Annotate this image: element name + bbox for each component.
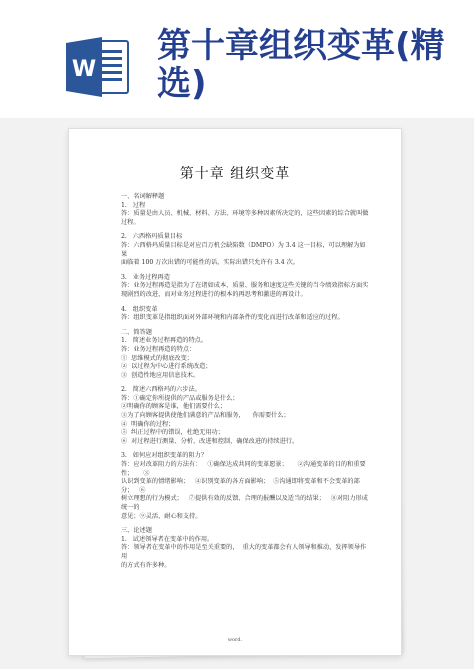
- document-line: ③ 创造性地应用信息技术。: [121, 371, 200, 379]
- document-line: 答：①确定你所提供的产品或服务是什么；: [121, 394, 239, 402]
- document-line: 过程。: [121, 218, 140, 226]
- document-line: 答：领导者在变革中的作用是至关重要的， 重大的变革都会有人领导和推动，发挥领导作用: [121, 544, 367, 560]
- document-line: 一、名词解释题: [121, 193, 165, 200]
- document-line: 意见；⑨灵活、耐心和支持。: [121, 512, 202, 520]
- document-line: 的方式有许多种。: [121, 561, 171, 569]
- document-line: ③为了向顾客提供使他们满意的产品和服务， 你需要什么；: [121, 412, 290, 420]
- document-line: 答：业务过程再造的特点：: [121, 345, 196, 353]
- document-line: 面临着 100 万次出错的可能性的话，实际出错只允许有 3.4 次。: [121, 259, 300, 267]
- document-line: ④ 明确你的过程；: [121, 420, 175, 428]
- document-line: ⑥ 对过程进行测量、分析、改进和控制，确保改进的持续进行。: [121, 437, 299, 445]
- document-line: 答：应对改革阻力的方法有： ①确保达成共同的变革愿景； ②沟通变革的目的和重要性； ③: [121, 461, 366, 477]
- document-page: [68, 128, 402, 656]
- document-line: 2. 六西格玛质量目标: [121, 233, 183, 241]
- document-line: 答：业务过程再造是指为了在诸如成本、质量、服务和速度这些关键的当今绩效指标方面实: [121, 282, 369, 290]
- document-line: 4. 组织变革: [121, 305, 158, 313]
- document-line: 1. 过程: [121, 201, 146, 209]
- document-line: 树立理想的行为模式； ⑦提供有效的反馈、合理的报酬以及适当的结果； ⑧对阻力形成统一的: [121, 495, 368, 511]
- document-footer: word.: [227, 637, 243, 643]
- document-heading: 第十章 组织变革: [179, 166, 291, 182]
- word-logo-icon: [64, 33, 132, 101]
- page-title: 第十章组织变革(精选): [157, 26, 445, 104]
- document-line: ① 思维模式的彻底改变；: [121, 354, 193, 362]
- document-line: 答：六西格玛质量目标是对应百万机会缺陷数（DMPO）为 3.4 这一目标，可以理解为如果: [121, 241, 366, 258]
- document-line: ⑤ 纠正过程中的错误，杜绝无用功；: [121, 429, 224, 437]
- document-line: ②明确你的顾客是谁，他们需要什么；: [121, 403, 227, 411]
- document-line: 答：组织变革是指组织面对外部环境和内部条件的变化而进行改革和适应的过程。: [121, 314, 344, 322]
- document-line: 3. 业务过程再造: [121, 273, 170, 281]
- document-line: 二、简答题: [121, 328, 152, 336]
- banner: [0, 0, 474, 122]
- document-line: 现剧烈的改进，而对业务过程进行的根本的再思考和激进的再设计。: [121, 290, 307, 298]
- document-line: 认识到变革的情绪影响； ④识别变革的各方面影响； ⑤沟通即将变革和不会变革的部分； ⑥: [121, 478, 360, 494]
- document-line: 答：质量是由人员、机械、材料、方法、环境等多种因素所决定的，这些因素的综合就叫做: [121, 210, 369, 218]
- document-line: 2. 简述六西格玛的六步法。: [121, 386, 201, 394]
- document-line: ② 以过程为中心进行系统改造；: [121, 363, 212, 371]
- document-body: [121, 193, 371, 570]
- document-line: 1. 试述领导者在变革中的作用。: [121, 535, 214, 543]
- logo-letter: W: [71, 57, 97, 82]
- document-line: 1. 简述业务过程再造的特点。: [121, 337, 208, 345]
- document-line: 三、论述题: [121, 527, 152, 535]
- document-line: 3. 如何应对组织变革的阻力？: [121, 452, 208, 460]
